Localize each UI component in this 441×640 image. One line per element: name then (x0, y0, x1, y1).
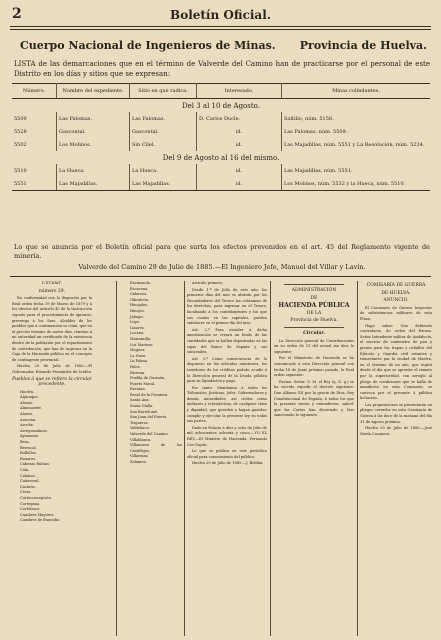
hacienda-text: Por el Ministerio de Hacienda se ha comunicado á esta Dirección general con fecha 18 de Junio próximo pasado, la Real orden siguiente: (274, 356, 354, 378)
table-row (12, 125, 430, 138)
town-item: Berrocal. (20, 445, 37, 450)
table-cell: Los Molinos. (57, 138, 130, 151)
town-item: Cabezas Rubias. (20, 462, 50, 467)
town-item: Ayamonte. (20, 434, 40, 439)
column-towns (122, 281, 182, 636)
town-item: Cumbres Mayores. (20, 512, 55, 517)
hacienda-heading: ADMINISTRACIÓN (291, 288, 337, 293)
towns-list-continued (122, 281, 182, 466)
comisaria-text: El Comisario de Guerra Inspector de subsistencias militares de esta Plaza: (360, 305, 432, 321)
table-cell: D. Carlos Ducle. (197, 112, 282, 125)
hacienda-title: HACIENDA PÚBLICA (278, 302, 350, 310)
section-title-left: Cuerpo Nacional de Ingenieros de Minas. (20, 39, 276, 52)
town-item: Lepe. (130, 320, 141, 325)
law-heading: Artículo primero. (192, 281, 224, 285)
town-item: Villanueva de los Castillejos. (130, 443, 182, 453)
section-title-right: Provincia de Huelva. (299, 39, 427, 52)
table-cell: Las Majadillas, núm. 5551 y La Resolución, núm. 5224. (284, 141, 425, 148)
law-signature: Huelva 29 de Julio de 1885.—J. Boldán. (192, 461, 264, 466)
table-cell: 5528 (12, 125, 57, 138)
table-group-label: Del 3 al 10 de Agosto. (182, 101, 260, 110)
table-cell: id. (197, 164, 282, 177)
town-item: Puebla de Guzmán. (130, 376, 166, 381)
comisaria-text: Hago saber: Que debiendo contratarse, de orden del Excmo. Señor Intendente militar de Andalucía, el servicio de suministro de pan y pienso para las tropas y caballos del Ejército y Guardia civil estantes y transeúntes por la ciudad de Huelva, en el término de un año, que regirá desde el día que se apruebe el remate por la superioridad, con arreglo al pliego de condiciones que se halla de manifiesto en esta Comisaría; se convoca por el presente á pública licitación. (360, 323, 432, 401)
comisaria-sub: DE HUELVA. (381, 290, 411, 296)
towns-list (12, 390, 92, 524)
table-cell: Gascontal. (57, 125, 130, 138)
law-text: Dado en Palacio á diez y ocho de Julio de mil ochocientos ochenta y cinco.—YO EL REY.—El Ministro de Hacienda, Fernando Cos-Gayón. (187, 425, 267, 447)
town-item: Hinojales. (130, 303, 149, 308)
table-cell: 5551 (12, 177, 57, 191)
page-header (0, 6, 441, 26)
town-item: Cañaveral. (20, 479, 40, 484)
law-text: Art. 2.º Para atender á dicha amortización se creará un fondo de las cantidades que se hallen depositadas en las cajas del Banco de España y sus sucursales. (187, 327, 267, 355)
table-row (12, 138, 430, 151)
town-item: La Palma. (130, 359, 148, 364)
table-cell: Las Palomas. (57, 112, 130, 125)
town-item: Escacena. (130, 286, 149, 291)
text-columns (12, 281, 432, 636)
column-divider (184, 281, 185, 636)
town-item: Los Marines. (130, 342, 154, 347)
town-item: Alonso. (20, 412, 34, 417)
table-row (12, 177, 430, 191)
table-cell: Los Molinos, núm. 5532 y la Hueca, núm. 5510. (282, 177, 431, 191)
law-text: Lo que se publica en este periódico oficial para conocimiento del público. (187, 449, 267, 459)
town-item: Encinasola. (130, 281, 151, 285)
hacienda-text: Excmo. Señor: S. M. el Rey (q. D. g.) se ha servido expedir el decreto siguiente: Don Alfonso XII por la gracia de Dios, Rey Constitucional de España, á todos los que la presente vieren y entendieren, sabed: que las Cortes han decretado y Nos sancionado lo siguiente. (274, 379, 354, 418)
law-text: Art. 3.º Como consecuencia de lo dispuesto en los artículos anteriores, los tenedores de los créditos podrán acudir á la Dirección general de la Deuda pública para su liquidación y pago. (187, 356, 267, 384)
town-item: Bonares. (20, 456, 37, 461)
hacienda-de: DE (310, 295, 318, 301)
table-cell: Las Majadillas. (130, 177, 197, 191)
table-cell: Las Majadillas. (57, 177, 130, 191)
town-item: Cortegana. (20, 501, 41, 506)
town-item: Huelva. (20, 389, 35, 394)
town-item: Moguer. (130, 348, 146, 353)
table-cell: Saltillo, núm. 5158. (284, 115, 334, 122)
section-rule (10, 276, 431, 277)
table-group-label: Del 9 de Agosto al 16 del mismo. (162, 153, 280, 162)
column-comisaria (360, 281, 432, 636)
table-cell: Las Palomas. (130, 112, 197, 125)
town-item: Valverde del Camino. (130, 432, 169, 437)
town-item: Cortelazor. (20, 507, 41, 512)
town-item: Cerro. (20, 490, 32, 495)
town-item: Aljaraque. (20, 395, 39, 400)
law-text: Desde 1.º de Julio de este año, los primeros días del mes se abrirán por los Recaudadores del Tesoro las cobranzas de los derechos, para ingresar en el Tesoro, facultando á los contribuyentes y los que sus cuotas en las capitales, pueden satisfacer en el primer día del mes. (187, 287, 267, 326)
column-divider (270, 281, 271, 636)
comisaria-signature: Huelva 29 de Julio de 1885.—José María Casanova. (360, 426, 432, 436)
town-item: Aracena. (20, 417, 37, 422)
town-item: Zalamea. (130, 460, 147, 464)
hacienda-de-la: DE LA (306, 310, 322, 316)
town-item: Hinojos. (130, 308, 146, 313)
town-item: San Juan del Puerto. (130, 415, 168, 420)
town-item: Santa Olalla. (130, 404, 154, 409)
town-item: Paterna. (130, 370, 146, 375)
town-item: Castaño. (20, 484, 36, 489)
town-item: San Bartolomé. (130, 409, 159, 414)
town-item: Galaroza. (130, 292, 148, 297)
town-item: Puerto Moral. (130, 381, 156, 386)
circular-signature: Huelva 29 de Julio de 1885.—El Gobernador, Eduardo Fernández de Scidón. (12, 364, 92, 374)
town-item: Arroyomolinos. (20, 428, 48, 433)
table-header-row (12, 84, 430, 99)
comisaria-anuncio: ANUNCIO. (383, 298, 409, 304)
table-cell: 5510 (12, 164, 57, 177)
town-item: Beas. (20, 440, 30, 445)
town-item: Valdelarco. (130, 426, 151, 431)
col-header: Sitio en que radica. (130, 84, 197, 99)
circular-number: número 29. (38, 288, 66, 294)
town-item: Calañas. (20, 473, 36, 478)
table-cell: Las Palomas, núm. 5509. (284, 128, 348, 135)
column-circular (12, 281, 92, 636)
town-item: Jabugo. (130, 314, 144, 319)
town-item: Rociana. (130, 387, 146, 392)
column-divider (357, 281, 358, 636)
hacienda-text: La Dirección general de Contribuciones en su orden de 13 del actual me dice lo siguiente: (274, 338, 354, 354)
hacienda-rule (284, 284, 344, 285)
circular-text: En conformidad con lo dispuesto por la Real orden fecha 19 de Marzo de 1879 y á los efectos del artículo 45 de la Instrucción vigente para el procedimiento de apremio, prevengo á los Sres. Alcaldes de los pueblos que á continuación se citan, que en el preciso término de nueve días, remitan á mi autoridad un certificado de la existencia dentro de la población por el repartimiento de contribución, que han de ingresar en la Caja de la Hacienda pública en el concepto de contingente provincial. (12, 296, 92, 362)
header-rule-thin (10, 29, 431, 30)
publication-title: Boletín Oficial. (170, 8, 271, 22)
town-item: Santa Ana. (130, 398, 150, 403)
town-item: Rosal de la Frontera. (130, 392, 169, 397)
col-header: Interesado. (197, 84, 282, 99)
announcement-note: Lo que se anuncia por el Boletín oficial para que surta los efectos prevenidos en el art. 45 del Reglamento vigente de minería. (14, 243, 430, 260)
column-hacienda (274, 281, 354, 636)
town-item: Alosno. (20, 400, 34, 405)
table-cell: 5509 (12, 112, 57, 125)
table-cell: La Hueca. (57, 164, 130, 177)
table-cell: Sin Cilel. (130, 138, 197, 151)
town-item: Trigueros. (130, 420, 149, 425)
town-item: Palos. (130, 364, 141, 369)
table-cell: La Hueca. (130, 164, 197, 177)
town-item: Almonaster. (20, 406, 42, 411)
town-item: Aroche. (20, 423, 35, 428)
town-item: Lucena. (130, 331, 145, 336)
demarcation-table (12, 83, 430, 191)
table-row (12, 112, 430, 125)
table-cell: 5502 (12, 138, 57, 151)
town-item: Bollullos. (20, 451, 37, 456)
table-cell: Gascontal. (130, 125, 197, 138)
town-item: Cala. (20, 468, 30, 472)
table-cell: id. (197, 138, 282, 151)
town-item: Corteconcepción. (20, 495, 52, 500)
intro-paragraph: LISTA de las demarcaciones que en el término de Valverde del Camino han de practicarse por el personal de este Distrito en los días y sitios que se expresan: (14, 60, 430, 78)
comisaria-heading: COMISARÍA DE GUERRA (366, 283, 426, 288)
table-cell: Las Majadillas, núm. 5551. (284, 167, 353, 174)
signature-line: Valverde del Camino 29 de Julio de 1885.—El Ingeniero Jefe, Manuel del Villar y Lavín. (78, 263, 366, 271)
town-item: Villablanca. (130, 437, 152, 442)
town-item: Manzanilla. (130, 336, 152, 341)
table-cell: id. (197, 125, 282, 138)
col-header: Número. (12, 84, 57, 99)
town-item: La Nava. (130, 353, 147, 358)
column-law (187, 281, 267, 636)
town-item: Linares. (130, 325, 145, 330)
table-row (12, 164, 430, 177)
header-rule (10, 26, 431, 27)
col-header: Nombre del expediente. (57, 84, 130, 99)
town-item: Villarrasa. (130, 454, 149, 459)
town-item: Cumbres de Enmedio. (20, 518, 61, 523)
hacienda-province: Provincia de Huelva. (290, 318, 338, 324)
town-item: Gibraleón. (130, 297, 150, 302)
page-number: 2 (12, 6, 22, 22)
table-cell: id. (197, 177, 282, 191)
comisaria-text: Las proposiciones se presentarán en pliegos cerrados en esta Comisaría de Guerra á las doce de la mañana del día 31 de Agosto próximo. (360, 402, 432, 424)
hacienda-circular: Circular. (303, 330, 325, 336)
hacienda-rule (284, 327, 344, 328)
column-divider (116, 281, 117, 636)
col-header: Minas colindantes. (282, 84, 431, 99)
law-text: Por tanto: Mandamos á todos los Tribunales, Justicias, Jefes, Gobernadores y demás Autoridades, así civiles como militares y eclesiásticas, de cualquier clase y dignidad, que guarden y hagan guardar, cumplir y ejecutar la presente ley en todas sus partes. (187, 385, 267, 424)
towns-list-heading: Pueblos á que se refiere la circular precedente. (12, 376, 92, 388)
circular-heading: Circular. (42, 281, 62, 286)
